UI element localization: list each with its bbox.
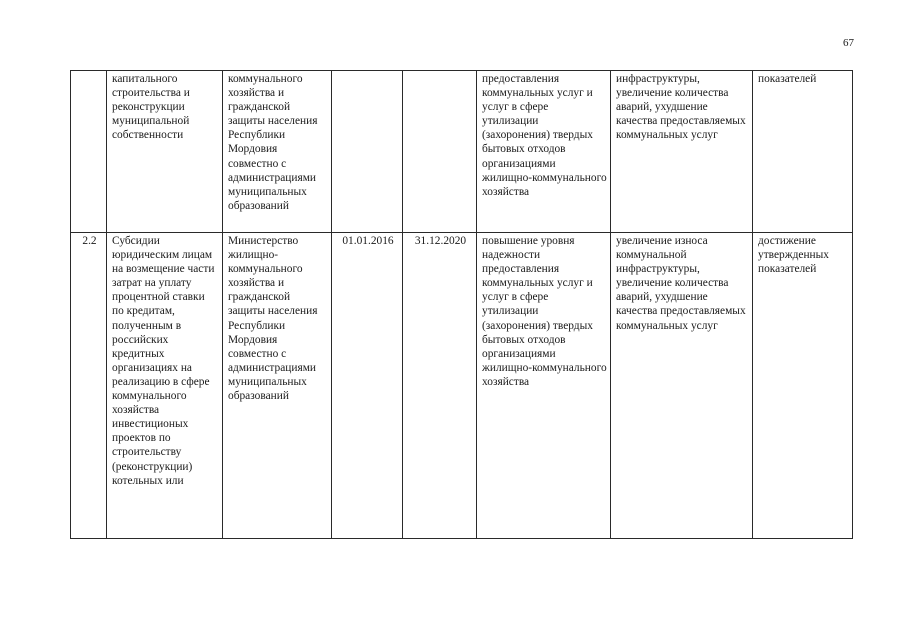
consequences-cell: увеличение износа коммунальной инфраструктуры, увеличение количества аварий, ухудшение качества предоставляемых коммунальных услуг bbox=[611, 233, 753, 539]
executor-cell: коммунального хозяйства и гражданской защиты населения Республики Мордовия совместно с администрациями муниципальных образований bbox=[223, 71, 332, 233]
indicator-cell: достижение утвержденных показателей bbox=[753, 233, 853, 539]
consequences-cell: инфраструктуры, увеличение количества аварий, ухудшение качества предоставляемых коммунальных услуг bbox=[611, 71, 753, 233]
measure-cell: Субсидии юридическим лицам на возмещение части затрат на уплату процентной ставки по кредитам, полученным в российских кредитных организациях на реализацию в сфере коммунального хозяйства инвестиционых проектов по строительству (реконструкции) котельных или bbox=[107, 233, 223, 539]
start-date-cell: 01.01.2016 bbox=[332, 233, 403, 539]
end-date-cell bbox=[403, 71, 477, 233]
indicator-cell: показателей bbox=[753, 71, 853, 233]
expected-result-cell: повышение уровня надежности предоставления коммунальных услуг и услуг в сфере утилизации (захоронения) твердых бытовых отходов организациями жилищно-коммунального хозяйства bbox=[477, 233, 611, 539]
expected-result-cell: предоставления коммунальных услуг и услуг в сфере утилизации (захоронения) твердых бытовых отходов организациями жилищно-коммунального хозяйства bbox=[477, 71, 611, 233]
row-number-cell: 2.2 bbox=[71, 233, 107, 539]
start-date-cell bbox=[332, 71, 403, 233]
table-row bbox=[71, 233, 853, 539]
row-number-cell bbox=[71, 71, 107, 233]
table-row bbox=[71, 71, 853, 233]
program-measures-table bbox=[70, 70, 853, 539]
measure-cell: капитального строительства и реконструкции муниципальной собственности bbox=[107, 71, 223, 233]
page-number: 67 bbox=[843, 37, 854, 49]
end-date-cell: 31.12.2020 bbox=[403, 233, 477, 539]
executor-cell: Министерство жилищно-коммунального хозяйства и гражданской защиты населения Республики Мордовия совместно с администрациями муниципальных образований bbox=[223, 233, 332, 539]
